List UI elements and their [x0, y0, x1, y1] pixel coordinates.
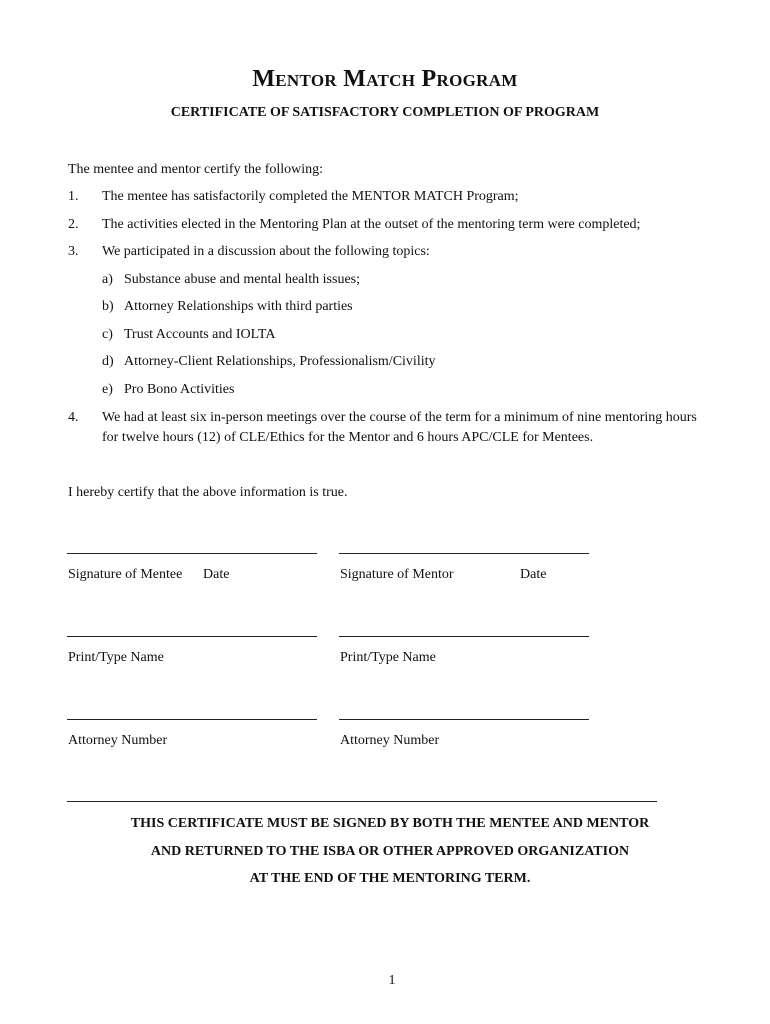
item-text: The mentee has satisfactorily completed the MENTOR MATCH Program; — [102, 189, 519, 204]
mentee-print-name-label: Print/Type Name — [68, 650, 164, 665]
notice-line: THIS CERTIFICATE MUST BE SIGNED BY BOTH THE MENTEE AND MENTOR — [130, 816, 650, 831]
mentee-signature-line[interactable] — [67, 553, 317, 554]
item-text: The activities elected in the Mentoring Plan at the outset of the mentoring term were completed; — [102, 217, 641, 232]
topic-text: Substance abuse and mental health issues; — [124, 272, 360, 287]
mentor-signature-line[interactable] — [339, 553, 589, 554]
mentee-print-name-line[interactable] — [67, 636, 317, 637]
mentor-print-name-label: Print/Type Name — [340, 650, 436, 665]
divider — [67, 801, 657, 802]
mentee-attorney-number-line[interactable] — [67, 719, 317, 720]
topic-text: Attorney-Client Relationships, Professionalism/Civility — [124, 354, 436, 369]
page-subtitle: CERTIFICATE OF SATISFACTORY COMPLETION OF PROGRAM — [170, 105, 600, 120]
mentor-signature-label: Signature of Mentor — [340, 567, 454, 582]
topic-letter: c) — [102, 327, 113, 342]
notice-line: AT THE END OF THE MENTORING TERM. — [249, 871, 531, 886]
item-number: 1. — [68, 189, 79, 204]
topic-letter: e) — [102, 382, 113, 397]
intro-text: The mentee and mentor certify the following: — [68, 162, 324, 177]
page-title: Mentor Match Program — [252, 66, 518, 92]
mentor-attorney-number-line[interactable] — [339, 719, 589, 720]
topic-letter: d) — [102, 354, 114, 369]
mentor-attorney-number-label: Attorney Number — [340, 733, 440, 748]
notice-line: AND RETURNED TO THE ISBA OR OTHER APPROVED ORGANIZATION — [150, 844, 630, 859]
page-number: 1 — [388, 973, 396, 988]
certify-statement: I hereby certify that the above information is true. — [68, 485, 348, 500]
topic-text: Pro Bono Activities — [124, 382, 235, 397]
topic-letter: a) — [102, 272, 113, 287]
topic-letter: b) — [102, 299, 114, 314]
topic-text: Trust Accounts and IOLTA — [124, 327, 276, 342]
item-number: 3. — [68, 244, 79, 259]
item-text: We had at least six in-person meetings over the course of the term for a minimum of nine mentoring hours for twelve hours (12) of CLE/Ethics for the Mentor and 6 hours APC/CLE for Mentees. — [102, 410, 697, 445]
item-number: 2. — [68, 217, 79, 232]
mentee-attorney-number-label: Attorney Number — [68, 733, 168, 748]
mentee-date-label: Date — [203, 567, 230, 582]
mentee-signature-label: Signature of Mentee — [68, 567, 183, 582]
mentor-print-name-line[interactable] — [339, 636, 589, 637]
topic-text: Attorney Relationships with third parties — [124, 299, 353, 314]
item-number: 4. — [68, 410, 79, 425]
mentor-date-label: Date — [520, 567, 547, 582]
item-text: We participated in a discussion about the following topics: — [102, 244, 430, 259]
